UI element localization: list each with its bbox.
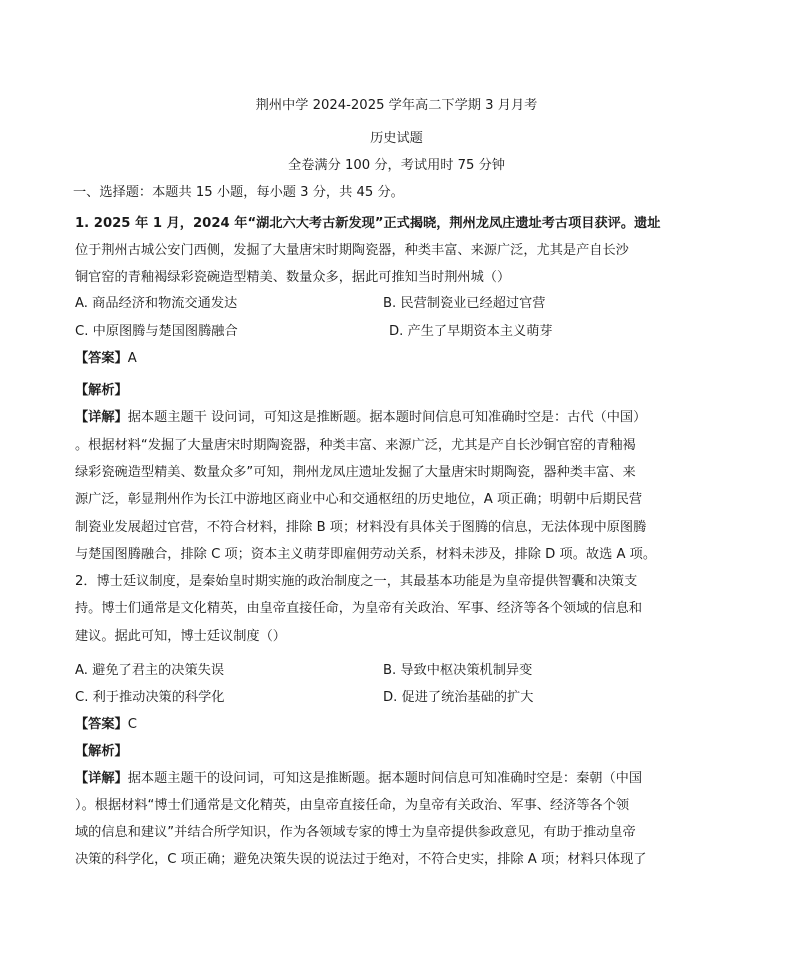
q1-stem-line: 1. 2025 年 1 月，2024 年“湖北六大考古新发现”正式揭晓，荆州龙凤庄遗址考古项目获评。遗址 [75, 216, 661, 231]
q1-detail-line: 源广泛，彰显荆州作为长江中游地区商业中心和交通枢纽的历史地位，A 项正确；明朝中后期民营 [75, 492, 643, 507]
q1-option-d: D. 产生了早期资本主义萌芽 [389, 324, 553, 339]
answer-tag: 【答案】 [75, 351, 128, 366]
q1-option-b: B. 民营制瓷业已经超过官营 [383, 296, 546, 311]
q2-stem-line: 2．博士廷议制度，是秦始皇时期实施的政治制度之一，其最基本功能是为皇帝提供智囊和决策支 [75, 574, 638, 589]
detail-text: 据本题主题干 设问词，可知这是推断题。据本题时间信息可知准确时空是：古代（中国） [127, 410, 647, 425]
detail-tag: 【详解】 [75, 771, 128, 786]
q1-detail-line: 制瓷业发展超过官营，不符合材料，排除 B 项；材料没有具体关于图腾的信息，无法体现中原图腾 [75, 520, 647, 535]
q2-stem-line: 建议。据此可知，博士廷议制度（） [75, 629, 286, 644]
q1-option-a: A. 商品经济和物流交通发达 [75, 296, 238, 311]
exam-title: 荆州中学 2024-2025 学年高二下学期 3 月月考 [255, 98, 538, 113]
q2-detail-line: 域的信息和建议”并结合所学知识，作为各领域专家的博士为皇帝提供参政意见，有助于推动皇帝 [75, 825, 636, 840]
q2-option-d: D. 促进了统治基础的扩大 [383, 690, 534, 705]
q1-analysis-tag: 【解析】 [75, 383, 128, 398]
answer-tag: 【答案】 [75, 717, 128, 732]
q1-detail-line: 绿彩瓷碗造型精美、数量众多”可知，荆州龙凤庄遗址发掘了大量唐宋时期陶瓷，器种类丰富、来 [75, 465, 636, 480]
q2-detail-line: ）。根据材料“博士们通常是文化精英，由皇帝直接任命，为皇帝有关政治、军事、经济等各个领 [75, 798, 630, 813]
q2-option-c: C. 利于推动决策的科学化 [75, 690, 225, 705]
q1-stem-line: 位于荆州古城公安门西侧，发掘了大量唐宋时期陶瓷器，种类丰富、来源广泛，尤其是产自长沙 [75, 243, 629, 258]
detail-text: 据本题主题干的设问词，可知这是推断题。据本题时间信息可知准确时空是：秦朝（中国 [127, 771, 643, 786]
q2-analysis-tag: 【解析】 [75, 744, 128, 759]
answer-value: C [127, 717, 137, 732]
q1-answer [75, 350, 137, 368]
q2-detail-line: 决策的科学化，C 项正确；避免决策失误的说法过于绝对，不符合史实，排除 A 项；材料只体现了 [75, 852, 647, 867]
answer-value: A [127, 351, 137, 366]
exam-info: 全卷满分 100 分，考试用时 75 分钟 [288, 158, 505, 173]
subject-title: 历史试题 [370, 131, 423, 146]
q2-detail-line [75, 770, 642, 788]
detail-tag: 【详解】 [75, 410, 128, 425]
q1-detail-line [75, 409, 646, 427]
q1-detail-line: 与楚国图腾融合，排除 C 项；资本主义萌芽即雇佣劳动关系，材料未涉及，排除 D 项。故选 A 项。 [75, 547, 657, 562]
q2-stem-line: 持。博士们通常是文化精英，由皇帝直接任命，为皇帝有关政治、军事、经济等各个领域的信息和 [75, 601, 643, 616]
q2-option-a: A. 避免了君主的决策失误 [75, 663, 225, 678]
q1-option-c: C. 中原图腾与楚国图腾融合 [75, 324, 238, 339]
q1-detail-line: 。根据材料“发掘了大量唐宋时期陶瓷器，种类丰富、来源广泛，尤其是产自长沙铜官窑的青釉褐 [75, 438, 636, 453]
section-heading: 一、选择题：本题共 15 小题，每小题 3 分，共 45 分。 [73, 185, 404, 200]
q2-answer [75, 716, 137, 734]
q2-option-b: B. 导致中枢决策机制异变 [383, 663, 533, 678]
q1-stem-line: 铜官窑的青釉褐绿彩瓷碗造型精美、数量众多，据此可推知当时荆州城（） [75, 270, 511, 285]
